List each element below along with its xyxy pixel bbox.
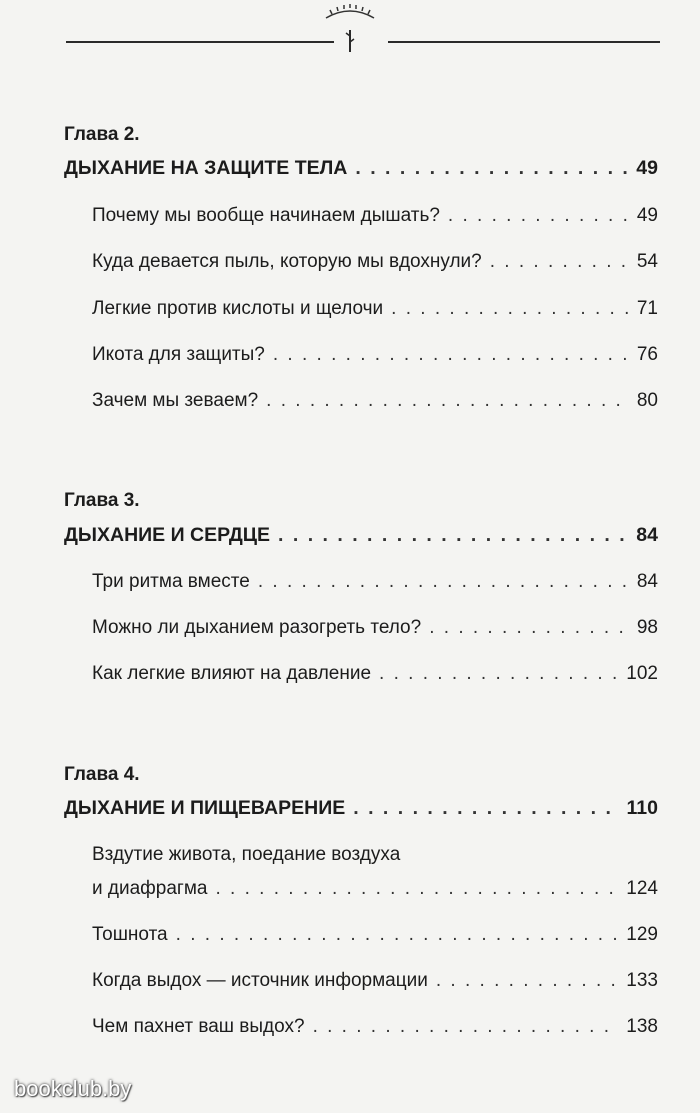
chapter-title: ДЫХАНИЕ НА ЗАЩИТЕ ТЕЛА — [64, 157, 348, 179]
dot-leader — [448, 205, 631, 227]
dot-leader — [258, 571, 631, 593]
toc-entry[interactable] — [92, 1016, 658, 1038]
dot-leader — [355, 157, 630, 180]
page-number: 71 — [636, 298, 658, 319]
section-title: и диафрагма — [92, 878, 208, 899]
header-rule-right — [388, 41, 660, 43]
chapter-label: Глава 2. — [64, 124, 140, 145]
toc-entry-chapter[interactable] — [64, 797, 658, 820]
page-number: 129 — [626, 924, 658, 945]
toc-entry[interactable] — [92, 251, 658, 273]
chapter-label: Глава 3. — [64, 490, 140, 511]
section-title: Когда выдох — источник информации — [92, 970, 428, 991]
section-title: Можно ли дыханием разогреть тело? — [92, 617, 422, 638]
page-number: 98 — [636, 617, 658, 638]
section-title: Зачем мы зеваем? — [92, 390, 259, 411]
dot-leader — [353, 797, 620, 820]
dot-leader — [266, 390, 631, 412]
toc-entry[interactable] — [92, 878, 658, 900]
section-title: Тошнота — [92, 924, 168, 945]
section-title: Куда девается пыль, которую мы вдохнули? — [92, 251, 482, 272]
page-number: 110 — [626, 797, 658, 819]
section-title-line1: Вздутие живота, поедание воздуха — [92, 844, 401, 865]
page-number: 84 — [636, 524, 658, 546]
section-title: Легкие против кислоты и щелочи — [92, 298, 384, 319]
dot-leader — [490, 251, 631, 273]
chapter-label: Глава 4. — [64, 764, 140, 785]
page-number: 124 — [626, 878, 658, 899]
page-number: 54 — [636, 251, 658, 272]
header-rule-left — [66, 41, 334, 43]
dot-leader — [273, 344, 631, 366]
chapter-title: ДЫХАНИЕ И ПИЩЕВАРЕНИЕ — [64, 797, 346, 819]
section-title: Как легкие влияют на давление — [92, 663, 372, 684]
toc-entry-chapter[interactable] — [64, 524, 658, 547]
toc-entry[interactable] — [92, 924, 658, 946]
dot-leader — [391, 298, 631, 320]
dot-leader — [429, 617, 631, 639]
page-number: 102 — [626, 663, 658, 684]
page-number: 133 — [626, 970, 658, 991]
toc-entry[interactable] — [92, 205, 658, 227]
page-number: 49 — [636, 205, 658, 226]
dot-leader — [176, 924, 621, 946]
section-title: Икота для защиты? — [92, 344, 265, 365]
toc-entry[interactable] — [92, 298, 658, 320]
toc-entry[interactable] — [92, 571, 658, 593]
dot-leader — [215, 878, 620, 900]
section-title: Чем пахнет ваш выдох? — [92, 1016, 305, 1037]
page-number: 76 — [636, 344, 658, 365]
dot-leader — [436, 970, 620, 992]
page-number: 138 — [626, 1016, 658, 1037]
dot-leader — [379, 663, 620, 685]
toc-entry[interactable] — [92, 344, 658, 366]
section-title: Почему мы вообще начинаем дышать? — [92, 205, 440, 226]
toc-entry[interactable] — [92, 970, 658, 992]
toc-entry-chapter[interactable] — [64, 157, 658, 180]
watermark: bookclub.by — [14, 1076, 132, 1101]
chapter-title: ДЫХАНИЕ И СЕРДЦЕ — [64, 524, 271, 546]
dot-leader — [313, 1016, 621, 1038]
page-number: 84 — [636, 571, 658, 592]
dot-leader — [278, 524, 630, 547]
toc-entry[interactable] — [92, 617, 658, 639]
section-title: Три ритма вместе — [92, 571, 250, 592]
page-number: 49 — [636, 157, 658, 179]
page-number: 80 — [636, 390, 658, 411]
leaf-ornament-icon — [318, 0, 382, 64]
toc-entry[interactable] — [92, 663, 658, 685]
toc-entry[interactable] — [92, 390, 658, 412]
